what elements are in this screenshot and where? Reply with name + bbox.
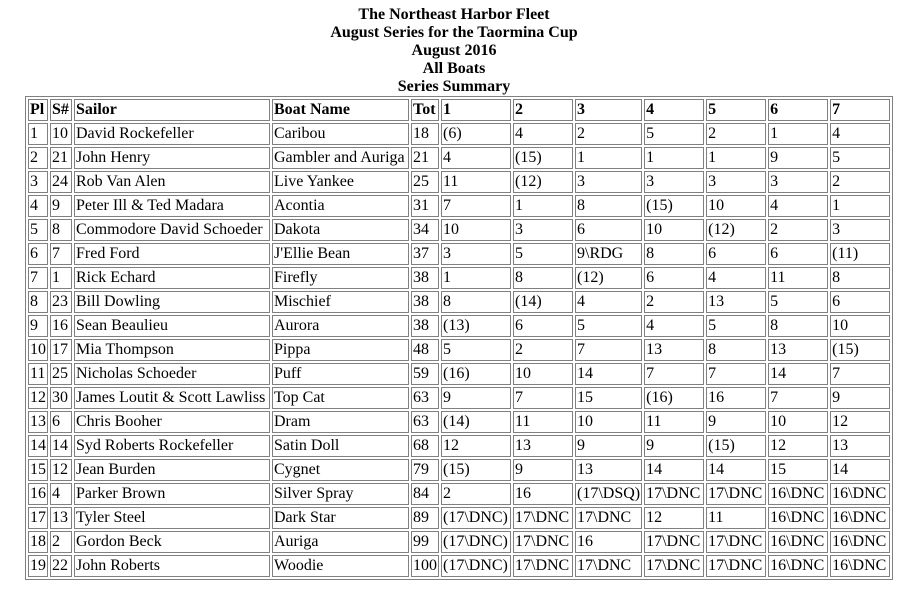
- cell-race-5: 14: [706, 459, 766, 481]
- cell-race-3: 17\DNC: [575, 507, 642, 529]
- cell-race-5: 10: [706, 195, 766, 217]
- col-header-race-3: 3: [575, 99, 642, 121]
- cell-race-4: 2: [644, 291, 704, 313]
- cell-race-2: 8: [513, 267, 573, 289]
- cell-sail-number: 16: [50, 315, 72, 337]
- cell-race-6: 11: [768, 267, 828, 289]
- page-header: [0, 0, 908, 96]
- table-row: [28, 243, 890, 265]
- cell-race-2: (14): [513, 291, 573, 313]
- cell-race-1: (13): [441, 315, 511, 337]
- cell-race-2: 10: [513, 363, 573, 385]
- cell-race-2: 13: [513, 435, 573, 457]
- cell-place: 17: [28, 507, 48, 529]
- cell-race-4: 10: [644, 219, 704, 241]
- table-row: [28, 315, 890, 337]
- cell-race-6: 16\DNC: [768, 555, 828, 577]
- cell-sailor: Rob Van Alen: [74, 171, 270, 193]
- cell-boat-name: Pippa: [272, 339, 409, 361]
- series-title: August Series for the Taormina Cup: [330, 24, 578, 41]
- cell-place: 1: [28, 123, 48, 145]
- cell-place: 10: [28, 339, 48, 361]
- cell-race-1: (17\DNC): [441, 507, 511, 529]
- cell-place: 8: [28, 291, 48, 313]
- cell-race-3: 1: [575, 147, 642, 169]
- col-header-race-2: 2: [513, 99, 573, 121]
- cell-total: 31: [411, 195, 439, 217]
- cell-race-1: 11: [441, 171, 511, 193]
- col-header-race-6: 6: [768, 99, 828, 121]
- cell-sailor: Mia Thompson: [74, 339, 270, 361]
- cell-race-7: 8: [830, 267, 890, 289]
- cell-race-1: (15): [441, 459, 511, 481]
- cell-race-5: 4: [706, 267, 766, 289]
- cell-sail-number: 7: [50, 243, 72, 265]
- cell-total: 34: [411, 219, 439, 241]
- col-header-sail-number: S#: [50, 99, 72, 121]
- cell-sailor: Sean Beaulieu: [74, 315, 270, 337]
- cell-race-1: 7: [441, 195, 511, 217]
- cell-place: 12: [28, 387, 48, 409]
- cell-boat-name: Puff: [272, 363, 409, 385]
- cell-race-7: 4: [830, 123, 890, 145]
- cell-sailor: Fred Ford: [74, 243, 270, 265]
- table-row: [28, 219, 890, 241]
- cell-place: 5: [28, 219, 48, 241]
- cell-race-4: 8: [644, 243, 704, 265]
- cell-race-4: 9: [644, 435, 704, 457]
- cell-sailor: Parker Brown: [74, 483, 270, 505]
- cell-race-4: 5: [644, 123, 704, 145]
- cell-race-6: 16\DNC: [768, 531, 828, 553]
- cell-race-5: 11: [706, 507, 766, 529]
- cell-race-5: 9: [706, 411, 766, 433]
- cell-race-1: 9: [441, 387, 511, 409]
- table-row: [28, 507, 890, 529]
- cell-race-4: (15): [644, 195, 704, 217]
- cell-race-7: 9: [830, 387, 890, 409]
- cell-race-5: (12): [706, 219, 766, 241]
- table-row: [28, 267, 890, 289]
- cell-race-6: 3: [768, 171, 828, 193]
- cell-race-6: 13: [768, 339, 828, 361]
- cell-sail-number: 6: [50, 411, 72, 433]
- cell-place: 4: [28, 195, 48, 217]
- cell-sail-number: 9: [50, 195, 72, 217]
- cell-race-5: 5: [706, 315, 766, 337]
- cell-race-3: 14: [575, 363, 642, 385]
- cell-race-5: 2: [706, 123, 766, 145]
- table-row: [28, 171, 890, 193]
- cell-total: 100: [411, 555, 439, 577]
- cell-sail-number: 24: [50, 171, 72, 193]
- cell-total: 89: [411, 507, 439, 529]
- cell-place: 18: [28, 531, 48, 553]
- cell-race-1: 4: [441, 147, 511, 169]
- cell-race-3: 3: [575, 171, 642, 193]
- table-row: [28, 339, 890, 361]
- cell-race-3: 5: [575, 315, 642, 337]
- cell-race-5: 6: [706, 243, 766, 265]
- cell-place: 11: [28, 363, 48, 385]
- cell-race-4: 7: [644, 363, 704, 385]
- cell-place: 13: [28, 411, 48, 433]
- cell-sail-number: 21: [50, 147, 72, 169]
- cell-race-2: (12): [513, 171, 573, 193]
- table-row: [28, 387, 890, 409]
- results-body: [28, 123, 890, 577]
- col-header-race-4: 4: [644, 99, 704, 121]
- cell-race-7: 1: [830, 195, 890, 217]
- cell-boat-name: J'Ellie Bean: [272, 243, 409, 265]
- cell-sail-number: 23: [50, 291, 72, 313]
- cell-boat-name: Cygnet: [272, 459, 409, 481]
- cell-total: 59: [411, 363, 439, 385]
- cell-boat-name: Aurora: [272, 315, 409, 337]
- cell-race-1: (14): [441, 411, 511, 433]
- cell-boat-name: Firefly: [272, 267, 409, 289]
- cell-sail-number: 13: [50, 507, 72, 529]
- cell-race-3: 16: [575, 531, 642, 553]
- cell-race-7: 3: [830, 219, 890, 241]
- cell-race-1: (17\DNC): [441, 531, 511, 553]
- division-title: All Boats: [422, 60, 486, 77]
- cell-race-2: 4: [513, 123, 573, 145]
- cell-race-5: 17\DNC: [706, 531, 766, 553]
- cell-race-3: 2: [575, 123, 642, 145]
- cell-boat-name: Gambler and Auriga: [272, 147, 409, 169]
- cell-race-6: 5: [768, 291, 828, 313]
- cell-race-3: 9: [575, 435, 642, 457]
- cell-boat-name: Acontia: [272, 195, 409, 217]
- cell-race-3: 13: [575, 459, 642, 481]
- cell-place: 16: [28, 483, 48, 505]
- cell-race-3: 4: [575, 291, 642, 313]
- col-header-race-5: 5: [706, 99, 766, 121]
- col-header-boat-name: Boat Name: [272, 99, 409, 121]
- cell-boat-name: Satin Doll: [272, 435, 409, 457]
- cell-race-5: 1: [706, 147, 766, 169]
- cell-race-6: 6: [768, 243, 828, 265]
- table-row: [28, 459, 890, 481]
- summary-title: Series Summary: [397, 78, 511, 95]
- cell-race-7: 10: [830, 315, 890, 337]
- cell-sail-number: 25: [50, 363, 72, 385]
- cell-sailor: Nicholas Schoeder: [74, 363, 270, 385]
- cell-place: 6: [28, 243, 48, 265]
- table-row: [28, 123, 890, 145]
- cell-sail-number: 22: [50, 555, 72, 577]
- cell-race-7: 16\DNC: [830, 555, 890, 577]
- cell-race-3: 17\DNC: [575, 555, 642, 577]
- cell-boat-name: Live Yankee: [272, 171, 409, 193]
- cell-race-7: 14: [830, 459, 890, 481]
- cell-sailor: Rick Echard: [74, 267, 270, 289]
- cell-race-6: 14: [768, 363, 828, 385]
- cell-race-2: 11: [513, 411, 573, 433]
- cell-race-4: 3: [644, 171, 704, 193]
- cell-race-2: 16: [513, 483, 573, 505]
- cell-race-2: 17\DNC: [513, 555, 573, 577]
- cell-place: 9: [28, 315, 48, 337]
- col-header-sailor: Sailor: [74, 99, 270, 121]
- cell-boat-name: Dark Star: [272, 507, 409, 529]
- cell-race-5: (15): [706, 435, 766, 457]
- cell-sail-number: 12: [50, 459, 72, 481]
- cell-race-7: 5: [830, 147, 890, 169]
- cell-race-3: 15: [575, 387, 642, 409]
- cell-race-3: (17\DSQ): [575, 483, 642, 505]
- table-row: [28, 555, 890, 577]
- cell-race-6: 16\DNC: [768, 507, 828, 529]
- cell-sailor: Jean Burden: [74, 459, 270, 481]
- table-row: [28, 483, 890, 505]
- cell-total: 18: [411, 123, 439, 145]
- cell-race-1: 5: [441, 339, 511, 361]
- cell-total: 38: [411, 291, 439, 313]
- cell-race-3: 10: [575, 411, 642, 433]
- cell-race-4: 17\DNC: [644, 531, 704, 553]
- cell-race-2: 17\DNC: [513, 531, 573, 553]
- cell-boat-name: Top Cat: [272, 387, 409, 409]
- cell-sailor: James Loutit & Scott Lawliss: [74, 387, 270, 409]
- cell-place: 14: [28, 435, 48, 457]
- cell-race-6: 15: [768, 459, 828, 481]
- cell-race-3: 8: [575, 195, 642, 217]
- cell-sailor: Gordon Beck: [74, 531, 270, 553]
- cell-total: 68: [411, 435, 439, 457]
- cell-race-2: 17\DNC: [513, 507, 573, 529]
- cell-race-1: (6): [441, 123, 511, 145]
- cell-total: 63: [411, 387, 439, 409]
- cell-race-2: 9: [513, 459, 573, 481]
- cell-race-6: 16\DNC: [768, 483, 828, 505]
- cell-race-4: 12: [644, 507, 704, 529]
- cell-race-6: 8: [768, 315, 828, 337]
- cell-race-7: 16\DNC: [830, 507, 890, 529]
- cell-race-5: 3: [706, 171, 766, 193]
- cell-race-5: 16: [706, 387, 766, 409]
- cell-sail-number: 17: [50, 339, 72, 361]
- table-row: [28, 195, 890, 217]
- cell-boat-name: Silver Spray: [272, 483, 409, 505]
- cell-race-4: 17\DNC: [644, 483, 704, 505]
- cell-race-5: 17\DNC: [706, 483, 766, 505]
- col-header-total: Tot: [411, 99, 439, 121]
- cell-race-4: 13: [644, 339, 704, 361]
- cell-boat-name: Caribou: [272, 123, 409, 145]
- cell-sailor: Peter Ill & Ted Madara: [74, 195, 270, 217]
- cell-sail-number: 14: [50, 435, 72, 457]
- fleet-title: The Northeast Harbor Fleet: [358, 6, 550, 23]
- cell-race-4: 17\DNC: [644, 555, 704, 577]
- cell-total: 79: [411, 459, 439, 481]
- cell-race-4: 6: [644, 267, 704, 289]
- col-header-place: Pl: [28, 99, 48, 121]
- cell-total: 48: [411, 339, 439, 361]
- cell-race-2: 6: [513, 315, 573, 337]
- cell-race-4: 1: [644, 147, 704, 169]
- cell-race-2: 3: [513, 219, 573, 241]
- cell-race-3: (12): [575, 267, 642, 289]
- cell-place: 19: [28, 555, 48, 577]
- cell-race-6: 9: [768, 147, 828, 169]
- cell-sail-number: 8: [50, 219, 72, 241]
- cell-race-1: 1: [441, 267, 511, 289]
- cell-race-5: 7: [706, 363, 766, 385]
- cell-race-1: 3: [441, 243, 511, 265]
- cell-race-1: 8: [441, 291, 511, 313]
- cell-race-3: 7: [575, 339, 642, 361]
- results-table: [25, 96, 893, 580]
- cell-race-2: 5: [513, 243, 573, 265]
- cell-race-1: 2: [441, 483, 511, 505]
- cell-sailor: Tyler Steel: [74, 507, 270, 529]
- cell-place: 3: [28, 171, 48, 193]
- cell-sail-number: 30: [50, 387, 72, 409]
- cell-total: 38: [411, 267, 439, 289]
- cell-race-2: 7: [513, 387, 573, 409]
- col-header-race-1: 1: [441, 99, 511, 121]
- cell-place: 15: [28, 459, 48, 481]
- table-row: [28, 531, 890, 553]
- cell-total: 37: [411, 243, 439, 265]
- cell-boat-name: Dakota: [272, 219, 409, 241]
- cell-place: 7: [28, 267, 48, 289]
- cell-race-4: 4: [644, 315, 704, 337]
- cell-race-3: 9\RDG: [575, 243, 642, 265]
- series-date: August 2016: [411, 42, 497, 59]
- cell-boat-name: Auriga: [272, 531, 409, 553]
- cell-race-6: 7: [768, 387, 828, 409]
- cell-total: 84: [411, 483, 439, 505]
- cell-sailor: John Henry: [74, 147, 270, 169]
- cell-race-7: (11): [830, 243, 890, 265]
- table-row: [28, 411, 890, 433]
- cell-boat-name: Mischief: [272, 291, 409, 313]
- cell-race-7: 13: [830, 435, 890, 457]
- cell-race-1: 12: [441, 435, 511, 457]
- cell-boat-name: Woodie: [272, 555, 409, 577]
- table-row: [28, 147, 890, 169]
- cell-sailor: Syd Roberts Rockefeller: [74, 435, 270, 457]
- cell-sailor: Commodore David Schoeder: [74, 219, 270, 241]
- cell-race-3: 6: [575, 219, 642, 241]
- cell-race-4: 14: [644, 459, 704, 481]
- cell-boat-name: Dram: [272, 411, 409, 433]
- cell-race-6: 12: [768, 435, 828, 457]
- cell-total: 38: [411, 315, 439, 337]
- cell-race-7: 6: [830, 291, 890, 313]
- cell-race-1: (16): [441, 363, 511, 385]
- table-row: [28, 291, 890, 313]
- cell-race-1: (17\DNC): [441, 555, 511, 577]
- cell-race-6: 4: [768, 195, 828, 217]
- cell-total: 21: [411, 147, 439, 169]
- cell-sailor: John Roberts: [74, 555, 270, 577]
- cell-race-5: 13: [706, 291, 766, 313]
- cell-race-2: 1: [513, 195, 573, 217]
- cell-race-1: 10: [441, 219, 511, 241]
- cell-race-2: 2: [513, 339, 573, 361]
- cell-race-7: 7: [830, 363, 890, 385]
- cell-race-7: 16\DNC: [830, 483, 890, 505]
- cell-race-7: 12: [830, 411, 890, 433]
- table-row: [28, 363, 890, 385]
- cell-total: 25: [411, 171, 439, 193]
- cell-race-4: (16): [644, 387, 704, 409]
- cell-race-7: 16\DNC: [830, 531, 890, 553]
- cell-sailor: Bill Dowling: [74, 291, 270, 313]
- cell-race-6: 10: [768, 411, 828, 433]
- table-row: [28, 435, 890, 457]
- cell-sail-number: 10: [50, 123, 72, 145]
- cell-race-6: 2: [768, 219, 828, 241]
- cell-sailor: David Rockefeller: [74, 123, 270, 145]
- col-header-race-7: 7: [830, 99, 890, 121]
- cell-total: 99: [411, 531, 439, 553]
- cell-race-5: 8: [706, 339, 766, 361]
- cell-race-6: 1: [768, 123, 828, 145]
- cell-sail-number: 4: [50, 483, 72, 505]
- cell-sail-number: 1: [50, 267, 72, 289]
- cell-total: 63: [411, 411, 439, 433]
- cell-race-5: 17\DNC: [706, 555, 766, 577]
- cell-sail-number: 2: [50, 531, 72, 553]
- cell-race-2: (15): [513, 147, 573, 169]
- header-row: [28, 99, 890, 121]
- cell-sailor: Chris Booher: [74, 411, 270, 433]
- cell-race-7: 2: [830, 171, 890, 193]
- cell-race-4: 11: [644, 411, 704, 433]
- cell-race-7: (15): [830, 339, 890, 361]
- cell-place: 2: [28, 147, 48, 169]
